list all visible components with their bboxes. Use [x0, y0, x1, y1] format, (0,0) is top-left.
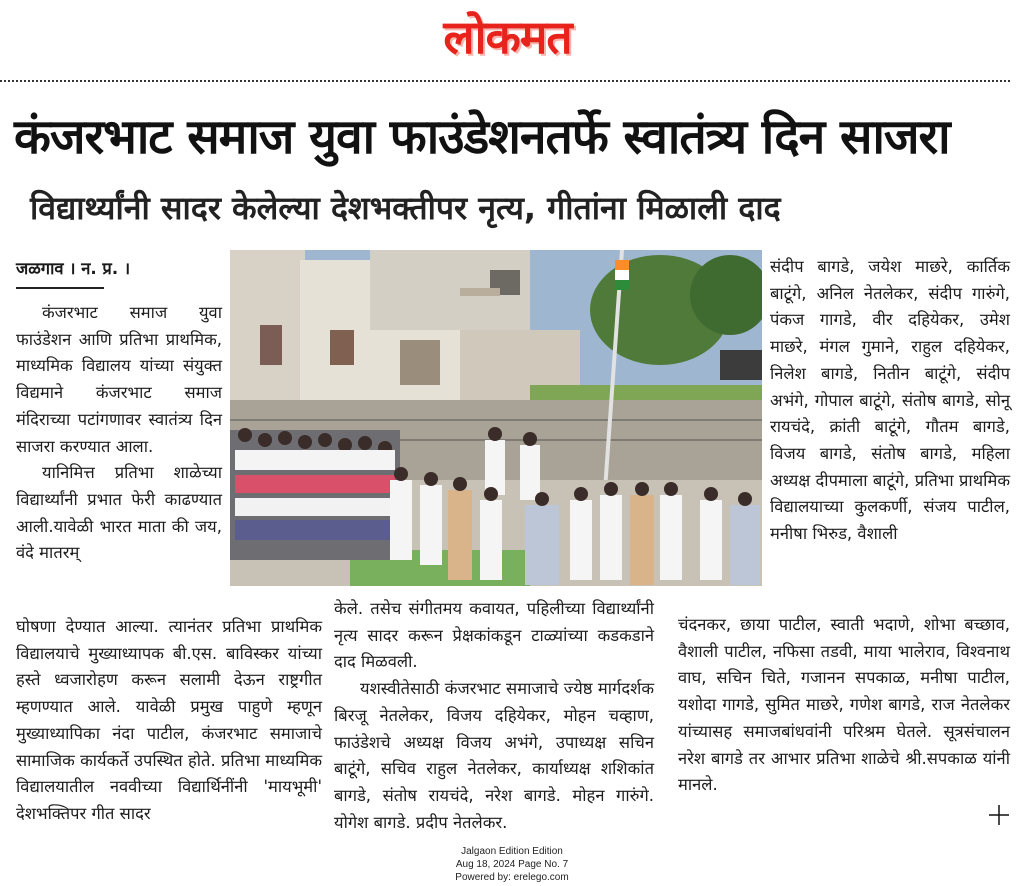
article-paragraph: यानिमित्त प्रतिभा शाळेच्या विद्यार्थ्यांनी प्रभात फेरी काढण्यात आली.यावेळी भारत माता की जय, वंदे मातरम्	[16, 463, 222, 563]
footer-edition: Jalgaon Edition Edition	[461, 846, 563, 857]
masthead-divider	[0, 80, 1010, 82]
dateline-underline	[16, 287, 104, 289]
flag-hoisting-photo	[230, 250, 762, 586]
footer-powered-by: Powered by: erelego.com	[455, 872, 569, 883]
article-paragraph: केले. तसेच संगीतमय कवायत, पहिलीच्या विद्यार्थ्यांनी नृत्य सादर करून प्रेक्षकांकडून टाळ्यांच्या कडकडाने दाद मिळवली.	[334, 599, 654, 672]
article-col3-bottom	[678, 612, 1010, 840]
article-paragraph: संदीप बागडे, जयेश माछरे, कार्तिक बाटूंगे, अनिल नेतलेकर, संदीप गारुंगे, पंकज गागडे, वीर दहियेकर, उमेश माछरे, मंगल गुमाने, राहुल दहियेकर, निलेश बागडे, नितीन बाटूंगे, संदीप अभंगे, गोपाल बाटूंगे, संतोष बागडे, सोनू रायचंदे, क्रांती बाटूंगे, गौतम बागडे, विजय बागडे, संतोष बागडे, महिला अध्यक्ष दीपमाला बाटूंगे, प्रतिभा प्राथमिक विद्यालयाच्या कुलकर्णी, संजय पाटील, मनीषा भिरुड, वैशाली	[770, 257, 1010, 544]
footer-date-page: Aug 18, 2024 Page No. 7	[455, 859, 569, 870]
article-paragraph: कंजरभाट समाज युवा फाउंडेशन आणि प्रतिभा प्राथमिक, माध्यमिक विद्यालय यांच्या संयुक्त विद्यमाने कंजरभाट समाज मंदिराच्या पटांगणावर स्वातंत्र्य दिन साजरा करण्यात आला.	[16, 303, 222, 456]
lokmat-logo: लोकमत	[443, 10, 572, 64]
headline: कंजरभाट समाज युवा फाउंडेशनतर्फे स्वातंत्र्य दिन साजरा	[14, 109, 950, 165]
article-col3-top	[770, 254, 1010, 604]
masthead	[0, 0, 1024, 80]
article-paragraph: घोषणा देण्यात आल्या. त्यानंतर प्रतिभा प्राथमिक विद्यालयाचे मुख्याध्यापक बी.एस. बाविस्कर यांच्या हस्ते ध्वजारोहण करून सलामी देऊन राष्ट्रगीत म्हणण्यात आले. यावेळी प्रमुख पाहुणे म्हणून मुख्याध्यापिका नंदा पाटील, कंजरभाट समाजाचे सामाजिक कार्यकर्ते उपस्थित होते. प्रतिभा माध्यमिक विद्यालयातील नववीच्या विद्यार्थिनींनी 'मायभूमी' देशभक्तिपर गीत सादर	[16, 617, 322, 823]
article-paragraph: चंदनकर, छाया पाटील, स्वाती भदाणे, शोभा बच्छाव, वैशाली पाटील, नफिसा तडवी, माया भालेराव, विश्वनाथ वाघ, सचिन चिते, गजानन सपकाळ, मनीषा पाटील, यशोदा गागडे, सुमित माछरे, गणेश बागडे, राज नेतलेकर यांच्यासह समाजबांधवांनी परिश्रम घेतले. सूत्रसंचालन नरेश बागडे तर आभार प्रतिभा शाळेचे श्री.सपकाळ यांनी मानले.	[678, 615, 1010, 795]
article-paragraph: यशस्वीतेसाठी कंजरभाट समाजाचे ज्येष्ठ मार्गदर्शक बिरजू नेतलेकर, विजय दहियेकर, मोहन चव्हाण, फाउंडेशचे अध्यक्ष विजय अभंगे, उपाध्यक्ष सचिन बाटूंगे, सचिव राहुल नेतलेकर, कार्याध्यक्ष शशिकांत बागडे, संतोष रायचंदे, नरेश बागडे. मोहन गारुंगे. योगेश बागडे. प्रदीप नेतलेकर.	[334, 679, 654, 832]
article-col1-top	[16, 300, 222, 612]
crosshair-icon	[988, 804, 1010, 826]
dateline: जळगाव । न. प्र. ।	[16, 259, 131, 278]
article-col1-bottom	[16, 614, 322, 840]
subheadline: विद्यार्थ्यांनी सादर केलेल्या देशभक्तीपर नृत्य, गीतांना मिळाली दाद	[30, 189, 781, 227]
article-col2	[334, 596, 654, 844]
